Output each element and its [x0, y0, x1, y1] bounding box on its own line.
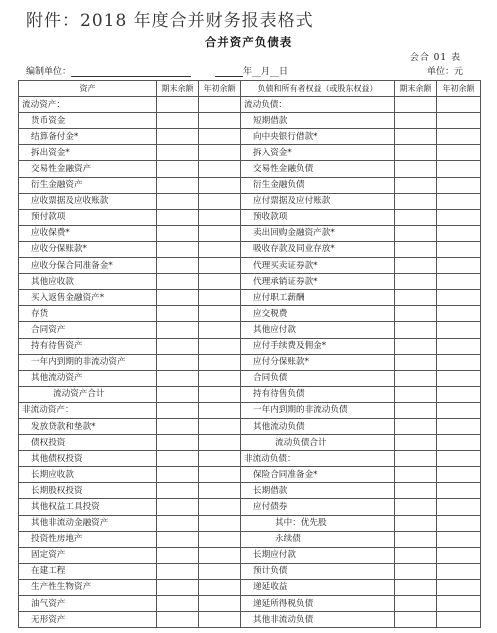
table-row — [19, 145, 481, 161]
asset-begin-balance-cell — [199, 451, 241, 467]
asset-end-balance-cell — [157, 386, 199, 402]
liability-begin-balance-cell — [437, 306, 481, 322]
asset-end-balance-cell — [157, 515, 199, 531]
liability-end-balance-cell — [395, 579, 437, 595]
header-end-balance: 期末余额 — [157, 81, 199, 97]
asset-begin-balance-cell — [199, 241, 241, 257]
table-row — [19, 129, 481, 145]
liability-begin-balance-cell — [437, 596, 481, 612]
table-row — [19, 290, 481, 306]
liability-begin-balance-cell — [437, 322, 481, 338]
asset-begin-balance-cell — [199, 354, 241, 370]
asset-item: 其他非流动金融资产 — [19, 515, 157, 531]
compiler-label: 编制单位： — [26, 67, 72, 77]
liability-end-balance-cell — [395, 113, 437, 129]
liability-item: 代理买卖证券款* — [241, 258, 395, 274]
asset-end-balance-cell — [157, 547, 199, 563]
liability-item: 永续债 — [241, 531, 395, 547]
liability-item: 预收款项 — [241, 209, 395, 225]
asset-end-balance-cell — [157, 531, 199, 547]
liability-begin-balance-cell — [437, 515, 481, 531]
asset-end-balance-cell — [157, 113, 199, 129]
liability-end-balance-cell — [395, 418, 437, 434]
header-begin-balance: 年初余额 — [199, 81, 241, 97]
asset-begin-balance-cell — [199, 113, 241, 129]
table-row — [19, 161, 481, 177]
asset-begin-balance-cell — [199, 290, 241, 306]
asset-begin-balance-cell — [199, 225, 241, 241]
asset-end-balance-cell — [157, 499, 199, 515]
asset-end-balance-cell — [157, 274, 199, 290]
table-row — [19, 113, 481, 129]
asset-end-balance-cell — [157, 402, 199, 418]
table-row — [19, 241, 481, 257]
table-row — [19, 579, 481, 595]
liability-begin-balance-cell — [437, 451, 481, 467]
liability-item: 应付债券 — [241, 499, 395, 515]
asset-begin-balance-cell — [199, 515, 241, 531]
asset-end-balance-cell — [157, 322, 199, 338]
asset-item: 投资性房地产 — [19, 531, 157, 547]
asset-begin-balance-cell — [199, 596, 241, 612]
asset-begin-balance-cell — [199, 370, 241, 386]
asset-item: 长期股权投资 — [19, 483, 157, 499]
liability-begin-balance-cell — [437, 612, 481, 628]
header-liabilities: 负债和所有者权益（或股东权益） — [241, 81, 395, 97]
table-row — [19, 370, 481, 386]
table-row — [19, 402, 481, 418]
table-row — [19, 547, 481, 563]
liability-item: 应付分保账款* — [241, 354, 395, 370]
asset-item: 其他权益工具投资 — [19, 499, 157, 515]
liability-end-balance-cell — [395, 97, 437, 113]
table-row — [19, 563, 481, 579]
asset-item: 应收票据及应收账款 — [19, 193, 157, 209]
asset-begin-balance-cell — [199, 547, 241, 563]
compiler-blank — [71, 66, 191, 77]
liability-end-balance-cell — [395, 177, 437, 193]
asset-item: 流动资产合计 — [19, 386, 157, 402]
liability-begin-balance-cell — [437, 97, 481, 113]
liability-end-balance-cell — [395, 306, 437, 322]
asset-end-balance-cell — [157, 483, 199, 499]
liability-begin-balance-cell — [437, 225, 481, 241]
liability-item: 其他应付款 — [241, 322, 395, 338]
liability-end-balance-cell — [395, 451, 437, 467]
liability-begin-balance-cell — [437, 402, 481, 418]
asset-begin-balance-cell — [199, 97, 241, 113]
asset-item: 存货 — [19, 306, 157, 322]
asset-end-balance-cell — [157, 209, 199, 225]
asset-end-balance-cell — [157, 451, 199, 467]
asset-item: 其他流动资产 — [19, 370, 157, 386]
liability-begin-balance-cell — [437, 113, 481, 129]
liability-item: 保险合同准备金* — [241, 467, 395, 483]
header-begin-balance-2: 年初余额 — [437, 81, 481, 97]
year-blank — [215, 66, 243, 77]
asset-item: 合同资产 — [19, 322, 157, 338]
asset-item: 债权投资 — [19, 435, 157, 451]
asset-item: 固定资产 — [19, 547, 157, 563]
table-row — [19, 483, 481, 499]
asset-item: 非流动资产： — [19, 402, 157, 418]
asset-end-balance-cell — [157, 338, 199, 354]
liability-item: 其中：优先股 — [241, 515, 395, 531]
asset-end-balance-cell — [157, 579, 199, 595]
asset-end-balance-cell — [157, 306, 199, 322]
table-row — [19, 274, 481, 290]
header-row — [19, 81, 481, 97]
liability-end-balance-cell — [395, 435, 437, 451]
liability-item: 拆入资金* — [241, 145, 395, 161]
asset-item: 在建工程 — [19, 563, 157, 579]
liability-begin-balance-cell — [437, 531, 481, 547]
liability-item: 衍生金融负债 — [241, 177, 395, 193]
asset-end-balance-cell — [157, 177, 199, 193]
asset-end-balance-cell — [157, 225, 199, 241]
liability-end-balance-cell — [395, 129, 437, 145]
liability-end-balance-cell — [395, 145, 437, 161]
liability-item: 应付票据及应付账款 — [241, 193, 395, 209]
currency-unit: 单位：元 — [426, 67, 463, 77]
asset-end-balance-cell — [157, 241, 199, 257]
asset-end-balance-cell — [157, 596, 199, 612]
liability-end-balance-cell — [395, 274, 437, 290]
table-row — [19, 306, 481, 322]
liability-item: 递延所得税负债 — [241, 596, 395, 612]
asset-end-balance-cell — [157, 129, 199, 145]
asset-item: 生产性生物资产 — [19, 579, 157, 595]
asset-item: 拆出资金* — [19, 145, 157, 161]
liability-begin-balance-cell — [437, 547, 481, 563]
asset-item: 衍生金融资产 — [19, 177, 157, 193]
liability-end-balance-cell — [395, 386, 437, 402]
liability-begin-balance-cell — [437, 258, 481, 274]
liability-end-balance-cell — [395, 483, 437, 499]
liability-begin-balance-cell — [437, 483, 481, 499]
liability-item: 代理承销证券款* — [241, 274, 395, 290]
asset-item: 应收保费* — [19, 225, 157, 241]
liability-item: 短期借款 — [241, 113, 395, 129]
asset-item: 流动资产： — [19, 97, 157, 113]
liability-end-balance-cell — [395, 290, 437, 306]
table-row — [19, 322, 481, 338]
table-row — [19, 418, 481, 434]
liability-begin-balance-cell — [437, 177, 481, 193]
asset-end-balance-cell — [157, 290, 199, 306]
liability-begin-balance-cell — [437, 241, 481, 257]
asset-begin-balance-cell — [199, 322, 241, 338]
liability-begin-balance-cell — [437, 418, 481, 434]
table-row — [19, 225, 481, 241]
table-row — [19, 354, 481, 370]
asset-end-balance-cell — [157, 258, 199, 274]
liability-item: 其他流动负债 — [241, 418, 395, 434]
liability-end-balance-cell — [395, 531, 437, 547]
liability-end-balance-cell — [395, 563, 437, 579]
asset-begin-balance-cell — [199, 145, 241, 161]
asset-begin-balance-cell — [199, 467, 241, 483]
liability-end-balance-cell — [395, 612, 437, 628]
liability-item: 非流动负债： — [241, 451, 395, 467]
asset-begin-balance-cell — [199, 418, 241, 434]
asset-begin-balance-cell — [199, 274, 241, 290]
liability-item: 流动负债合计 — [241, 435, 395, 451]
header-assets: 资产 — [19, 81, 157, 97]
table-row — [19, 515, 481, 531]
liability-end-balance-cell — [395, 499, 437, 515]
asset-begin-balance-cell — [199, 579, 241, 595]
liability-begin-balance-cell — [437, 129, 481, 145]
asset-item: 预付款项 — [19, 209, 157, 225]
asset-item: 交易性金融资产 — [19, 161, 157, 177]
asset-end-balance-cell — [157, 418, 199, 434]
liability-item: 长期借款 — [241, 483, 395, 499]
table-row — [19, 612, 481, 628]
table-row — [19, 338, 481, 354]
liability-item: 应付手续费及佣金* — [241, 338, 395, 354]
asset-begin-balance-cell — [199, 402, 241, 418]
liability-end-balance-cell — [395, 258, 437, 274]
asset-end-balance-cell — [157, 467, 199, 483]
table-row — [19, 435, 481, 451]
liability-end-balance-cell — [395, 467, 437, 483]
liability-item: 预计负债 — [241, 563, 395, 579]
liability-end-balance-cell — [395, 225, 437, 241]
asset-item: 货币资金 — [19, 113, 157, 129]
table-row — [19, 177, 481, 193]
liability-end-balance-cell — [395, 370, 437, 386]
page-title: 附件：2018 年度合并财务报表格式 — [26, 11, 314, 31]
table-row — [19, 386, 481, 402]
table-row — [19, 193, 481, 209]
asset-end-balance-cell — [157, 161, 199, 177]
asset-begin-balance-cell — [199, 563, 241, 579]
liability-item: 向中央银行借款* — [241, 129, 395, 145]
liability-end-balance-cell — [395, 322, 437, 338]
liability-begin-balance-cell — [437, 209, 481, 225]
asset-begin-balance-cell — [199, 386, 241, 402]
liability-item: 其他非流动负债 — [241, 612, 395, 628]
asset-item: 无形资产 — [19, 612, 157, 628]
asset-item: 一年内到期的非流动资产 — [19, 354, 157, 370]
liability-item: 合同负债 — [241, 370, 395, 386]
asset-end-balance-cell — [157, 612, 199, 628]
asset-begin-balance-cell — [199, 193, 241, 209]
liability-end-balance-cell — [395, 209, 437, 225]
asset-begin-balance-cell — [199, 129, 241, 145]
balance-sheet-table — [18, 80, 481, 628]
compiler-field — [26, 64, 191, 77]
table-row — [19, 531, 481, 547]
table-row — [19, 258, 481, 274]
liability-begin-balance-cell — [437, 579, 481, 595]
liability-item: 流动负债： — [241, 97, 395, 113]
asset-item: 持有待售资产 — [19, 338, 157, 354]
asset-end-balance-cell — [157, 563, 199, 579]
liability-end-balance-cell — [395, 547, 437, 563]
liability-begin-balance-cell — [437, 161, 481, 177]
report-title: 合并资产负债表 — [204, 35, 293, 49]
liability-end-balance-cell — [395, 161, 437, 177]
asset-end-balance-cell — [157, 370, 199, 386]
asset-begin-balance-cell — [199, 499, 241, 515]
asset-item: 长期应收款 — [19, 467, 157, 483]
table-row — [19, 451, 481, 467]
liability-end-balance-cell — [395, 241, 437, 257]
asset-begin-balance-cell — [199, 258, 241, 274]
asset-item: 结算备付金* — [19, 129, 157, 145]
asset-begin-balance-cell — [199, 209, 241, 225]
liability-begin-balance-cell — [437, 290, 481, 306]
asset-begin-balance-cell — [199, 612, 241, 628]
asset-end-balance-cell — [157, 97, 199, 113]
asset-item: 其他应收款 — [19, 274, 157, 290]
asset-begin-balance-cell — [199, 161, 241, 177]
liability-begin-balance-cell — [437, 338, 481, 354]
report-date — [215, 64, 288, 77]
asset-item: 应收分保账款* — [19, 241, 157, 257]
liability-end-balance-cell — [395, 515, 437, 531]
asset-begin-balance-cell — [199, 435, 241, 451]
liability-begin-balance-cell — [437, 354, 481, 370]
liability-begin-balance-cell — [437, 386, 481, 402]
asset-item: 发放贷款和垫款* — [19, 418, 157, 434]
liability-end-balance-cell — [395, 338, 437, 354]
liability-end-balance-cell — [395, 354, 437, 370]
liability-item: 一年内到期的非流动负债 — [241, 402, 395, 418]
table-row — [19, 209, 481, 225]
asset-begin-balance-cell — [199, 177, 241, 193]
liability-begin-balance-cell — [437, 370, 481, 386]
liability-begin-balance-cell — [437, 193, 481, 209]
liability-item: 应付职工薪酬 — [241, 290, 395, 306]
table-row — [19, 596, 481, 612]
liability-end-balance-cell — [395, 596, 437, 612]
asset-item: 买入返售金融资产* — [19, 290, 157, 306]
asset-begin-balance-cell — [199, 483, 241, 499]
asset-item: 应收分保合同准备金* — [19, 258, 157, 274]
asset-begin-balance-cell — [199, 531, 241, 547]
liability-item: 长期应付款 — [241, 547, 395, 563]
liability-end-balance-cell — [395, 402, 437, 418]
form-number: 会合 01 表 — [409, 53, 461, 63]
asset-end-balance-cell — [157, 193, 199, 209]
table-row — [19, 97, 481, 113]
asset-item: 其他债权投资 — [19, 451, 157, 467]
liability-begin-balance-cell — [437, 563, 481, 579]
liability-item: 交易性金融负债 — [241, 161, 395, 177]
liability-item: 吸收存款及同业存放* — [241, 241, 395, 257]
liability-begin-balance-cell — [437, 145, 481, 161]
asset-begin-balance-cell — [199, 338, 241, 354]
liability-begin-balance-cell — [437, 499, 481, 515]
liability-begin-balance-cell — [437, 435, 481, 451]
asset-end-balance-cell — [157, 435, 199, 451]
liability-item: 卖出回购金融资产款* — [241, 225, 395, 241]
liability-begin-balance-cell — [437, 274, 481, 290]
table-row — [19, 499, 481, 515]
liability-end-balance-cell — [395, 193, 437, 209]
header-end-balance-2: 期末余额 — [395, 81, 437, 97]
date-label: 年__月__日 — [243, 67, 289, 77]
asset-begin-balance-cell — [199, 306, 241, 322]
asset-item: 油气资产 — [19, 596, 157, 612]
asset-end-balance-cell — [157, 145, 199, 161]
asset-end-balance-cell — [157, 354, 199, 370]
liability-item: 应交税费 — [241, 306, 395, 322]
table-row — [19, 467, 481, 483]
liability-item: 持有待售负债 — [241, 386, 395, 402]
liability-begin-balance-cell — [437, 467, 481, 483]
liability-item: 递延收益 — [241, 579, 395, 595]
